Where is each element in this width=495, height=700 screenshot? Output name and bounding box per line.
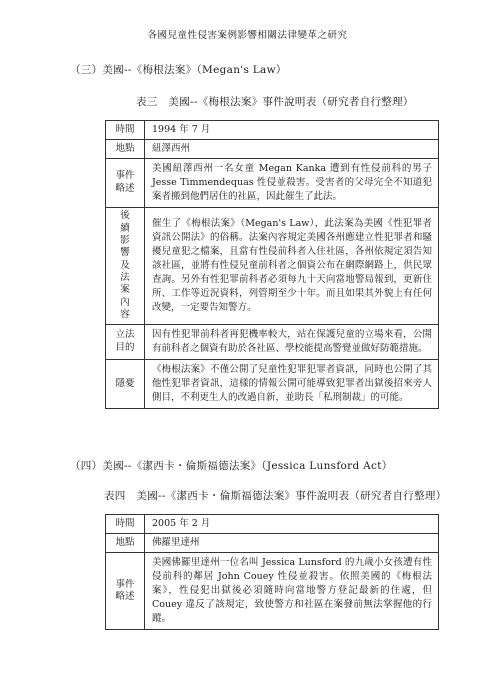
table-row (106, 325, 439, 360)
table-row (106, 208, 439, 325)
section-4-heading: （四）美國--《潔西卡・倫斯福德法案》（Jessica Lunsford Act） (70, 460, 393, 472)
row-content: 催生了《梅根法案》（Megan's Law），此法案為美國《性犯罪者資訊公開法》的俗稱。法案內容規定美國各州應建立性犯罪者和騷擾兒童犯之檔案，且當有性侵前科者入住社區，各州依規定須告知該社區，並將有性侵兒童前科者之個資公布在網際網路上，供民眾查詢。另外有性犯罪前科者必須每九十天向當地警局報到，更新住所、工作等近況資料，列管期至少十年。而且如果其外貌上有任何改變，一定要告知警方。 (145, 208, 439, 325)
table-4-caption: 表四 美國--《潔西卡・倫斯福德法案》事件說明表（研究者自行整理） (104, 490, 447, 502)
row-label: 隱憂 (106, 360, 145, 409)
row-label: 事件略述 (106, 159, 145, 208)
row-label: 後續影響及法案內容 (106, 208, 145, 325)
table-row (106, 553, 439, 630)
table-3 (105, 120, 439, 409)
running-header: 各國兒童性侵害案例影響相關法律變革之研究 (147, 30, 348, 41)
table-row (106, 515, 439, 534)
row-content: 佛羅里達州 (145, 534, 439, 553)
table-row (106, 534, 439, 553)
table-row (106, 360, 439, 409)
table-row (106, 140, 439, 159)
row-label: 事件略述 (106, 553, 145, 630)
row-content: 1994 年 7 月 (145, 121, 439, 140)
table-4 (105, 514, 439, 630)
row-label: 時間 (106, 121, 145, 140)
section-3-heading: （三）美國--《梅根法案》（Megan's Law） (70, 64, 287, 76)
row-content: 《梅根法案》不僅公開了兒童性犯罪犯罪者資訊，同時也公開了其他性犯罪者資訊，這樣的情報公開可能導致犯罪者出獄後招來旁人側目，不利更生人的改過自新，並助長「私刑制裁」的可能。 (145, 360, 439, 409)
table-3-caption: 表三 美國--《梅根法案》事件說明表（研究者自行整理） (136, 96, 414, 108)
row-label: 立法目的 (106, 325, 145, 360)
row-content: 美國紐澤西州一名女童 Megan Kanka 遭到有性侵前科的男子 Jesse Timmendequas 性侵並殺害。受害者的父母完全不知道犯案者搬到他們居住的社區，因此催生了此法。 (145, 159, 439, 208)
row-content: 因有性犯罪前科者再犯機率較大，站在保護兒童的立場來看，公開有前科者之個資有助於各社區、學校能提高警覺並做好防範措施。 (145, 325, 439, 360)
row-label: 時間 (106, 515, 145, 534)
row-content: 美國佛羅里達州一位名叫 Jessica Lunsford 的九歲小女孩遭有性侵前科的鄰居 John Couey 性侵並殺害。依照美國的《梅根法案》，性侵犯出獄後必須隨時向當地警方登記最新的住處，但 Couey 違反了該規定，致使警方和社區在案發前無法掌握他的行蹤。 (145, 553, 439, 630)
table-row (106, 159, 439, 208)
row-content: 紐澤西州 (145, 140, 439, 159)
table-row (106, 121, 439, 140)
row-label: 地點 (106, 534, 145, 553)
row-content: 2005 年 2 月 (145, 515, 439, 534)
row-label: 地點 (106, 140, 145, 159)
